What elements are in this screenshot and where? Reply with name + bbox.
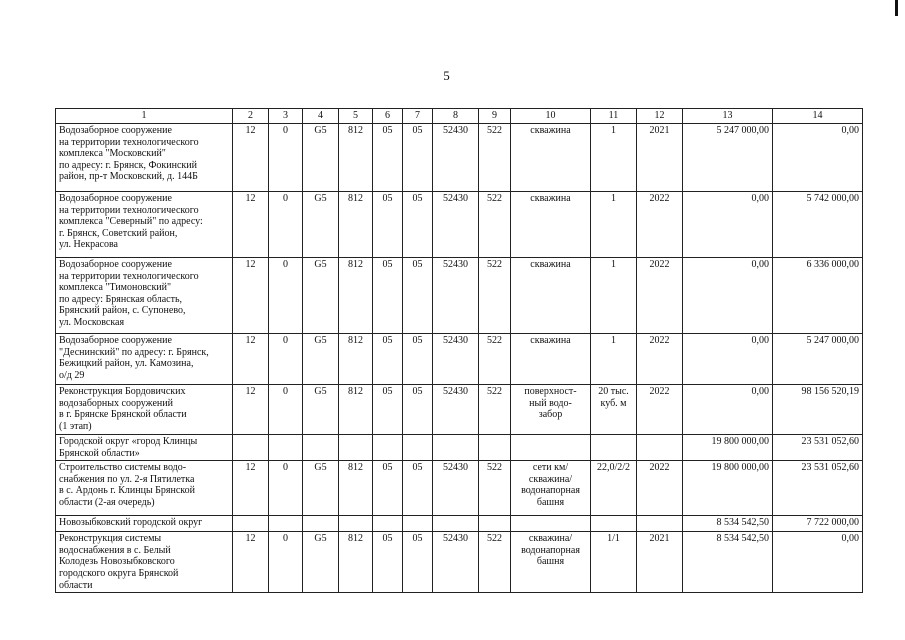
table-cell: 0,00 <box>773 532 863 593</box>
row-name-cell: Городской округ «город Клинцы Брянской области» <box>56 435 233 461</box>
table-cell: 0,00 <box>683 385 773 435</box>
table-cell: 0 <box>269 532 303 593</box>
table-row <box>56 192 863 258</box>
row-name-cell: Водозаборное сооружение "Деснинский" по адресу: г. Брянск, Бежицкий район, ул. Камозина, о/д 29 <box>56 334 233 385</box>
table-cell: 812 <box>339 385 373 435</box>
table-cell: 812 <box>339 258 373 334</box>
table-cell: 05 <box>403 334 433 385</box>
row-name-cell: Строительство системы водо- снабжения по ул. 2-я Пятилетка в с. Ардонь г. Клинцы Брянской области (2-ая очередь) <box>56 461 233 516</box>
table-row <box>56 385 863 435</box>
table-cell <box>637 435 683 461</box>
table-cell: 812 <box>339 334 373 385</box>
table-cell: 0 <box>269 385 303 435</box>
table-cell: 2021 <box>637 532 683 593</box>
table-cell: 05 <box>373 192 403 258</box>
table-cell: 52430 <box>433 461 479 516</box>
table-cell: 2021 <box>637 124 683 192</box>
investment-table <box>55 108 863 593</box>
table-header-row <box>56 109 863 124</box>
table-cell: 1/1 <box>591 532 637 593</box>
table-cell: 52430 <box>433 334 479 385</box>
table-cell <box>269 435 303 461</box>
table-cell: 0 <box>269 461 303 516</box>
table-cell: поверхност- ный водо- забор <box>511 385 591 435</box>
table-cell: 22,0/2/2 <box>591 461 637 516</box>
table-cell: 19 800 000,00 <box>683 461 773 516</box>
table-cell: 2022 <box>637 385 683 435</box>
table-row <box>56 461 863 516</box>
column-header: 4 <box>303 109 339 124</box>
table-cell: 2022 <box>637 461 683 516</box>
table-cell: 0 <box>269 192 303 258</box>
table-cell: 05 <box>373 334 403 385</box>
table-cell: 0 <box>269 258 303 334</box>
table-cell <box>269 516 303 532</box>
table-row <box>56 516 863 532</box>
table-cell <box>511 435 591 461</box>
table-cell: 812 <box>339 192 373 258</box>
table-row <box>56 334 863 385</box>
table-cell: 23 531 052,60 <box>773 461 863 516</box>
table-cell: скважина <box>511 124 591 192</box>
table-cell <box>479 435 511 461</box>
table-cell: 0,00 <box>683 192 773 258</box>
table-cell: 05 <box>403 532 433 593</box>
table-cell: 812 <box>339 124 373 192</box>
column-header: 11 <box>591 109 637 124</box>
table-row <box>56 532 863 593</box>
table-cell: 52430 <box>433 124 479 192</box>
table-cell: 05 <box>373 532 403 593</box>
column-header: 12 <box>637 109 683 124</box>
page-number: 5 <box>443 68 450 83</box>
table-cell: G5 <box>303 385 339 435</box>
table-cell: 522 <box>479 385 511 435</box>
row-name-cell: Водозаборное сооружение на территории технологического комплекса "Тимоновский" по адресу: Брянская область, Брянский район, с. Супонево, ул. Московская <box>56 258 233 334</box>
table-cell: 12 <box>233 258 269 334</box>
table-cell: 05 <box>373 385 403 435</box>
column-header: 14 <box>773 109 863 124</box>
scan-edge-mark <box>895 0 898 16</box>
table-cell: 0,00 <box>773 124 863 192</box>
table-cell: G5 <box>303 532 339 593</box>
table-cell: 23 531 052,60 <box>773 435 863 461</box>
table-cell <box>433 435 479 461</box>
table-cell: скважина <box>511 192 591 258</box>
table-cell: 7 722 000,00 <box>773 516 863 532</box>
table-cell: 12 <box>233 532 269 593</box>
table-cell: 12 <box>233 124 269 192</box>
column-header: 8 <box>433 109 479 124</box>
table-cell: 8 534 542,50 <box>683 516 773 532</box>
column-header: 6 <box>373 109 403 124</box>
table-cell: 12 <box>233 461 269 516</box>
table-cell: 5 742 000,00 <box>773 192 863 258</box>
table-cell: 522 <box>479 334 511 385</box>
table-cell <box>233 435 269 461</box>
table-cell: 0,00 <box>683 334 773 385</box>
table-cell: 812 <box>339 461 373 516</box>
table-cell <box>591 435 637 461</box>
column-header: 13 <box>683 109 773 124</box>
table-cell: 05 <box>373 124 403 192</box>
table-cell: скважина <box>511 258 591 334</box>
table-cell: 5 247 000,00 <box>683 124 773 192</box>
table-cell: G5 <box>303 334 339 385</box>
table-cell: 812 <box>339 532 373 593</box>
table-cell: 05 <box>403 192 433 258</box>
table-cell <box>403 435 433 461</box>
table-cell: 2022 <box>637 192 683 258</box>
table-cell <box>373 435 403 461</box>
table-cell: G5 <box>303 124 339 192</box>
table-cell: 12 <box>233 385 269 435</box>
row-name-cell: Водозаборное сооружение на территории технологического комплекса "Северный" по адресу: г. Брянск, Советский район, ул. Некрасова <box>56 192 233 258</box>
table-row <box>56 258 863 334</box>
table-cell <box>339 516 373 532</box>
table-cell: G5 <box>303 258 339 334</box>
table-cell: 52430 <box>433 532 479 593</box>
table-cell: 8 534 542,50 <box>683 532 773 593</box>
table-cell <box>403 516 433 532</box>
table-cell: скважина/ водонапорная башня <box>511 532 591 593</box>
table-cell: G5 <box>303 192 339 258</box>
table-cell: 05 <box>373 461 403 516</box>
table-cell <box>479 516 511 532</box>
table-cell <box>373 516 403 532</box>
table-cell: 12 <box>233 334 269 385</box>
table-cell: 52430 <box>433 385 479 435</box>
table-cell: 2022 <box>637 334 683 385</box>
row-name-cell: Реконструкция системы водоснабжения в с. Белый Колодезь Новозыбковского городского округа Брянской области <box>56 532 233 593</box>
table-cell: 05 <box>403 124 433 192</box>
table-cell: 522 <box>479 124 511 192</box>
table-cell: 522 <box>479 461 511 516</box>
table-cell: 20 тыс. куб. м <box>591 385 637 435</box>
table-row <box>56 124 863 192</box>
column-header: 10 <box>511 109 591 124</box>
table-cell <box>511 516 591 532</box>
table-cell: 05 <box>373 258 403 334</box>
table-cell: 522 <box>479 192 511 258</box>
table-cell: 522 <box>479 532 511 593</box>
table-row <box>56 435 863 461</box>
table-cell: G5 <box>303 461 339 516</box>
table-cell: 1 <box>591 192 637 258</box>
table-cell: 05 <box>403 258 433 334</box>
table-cell: 1 <box>591 124 637 192</box>
table-cell: 0,00 <box>683 258 773 334</box>
column-header: 2 <box>233 109 269 124</box>
table-cell <box>303 435 339 461</box>
table-cell <box>339 435 373 461</box>
table-cell: 522 <box>479 258 511 334</box>
table-cell: 52430 <box>433 192 479 258</box>
row-name-cell: Водозаборное сооружение на территории технологического комплекса "Московский" по адресу: г. Брянск, Фокинский район, пр-т Московский, д. 144Б <box>56 124 233 192</box>
row-name-cell: Реконструкция Бордовичских водозаборных сооружений в г. Брянске Брянской области (1 этап) <box>56 385 233 435</box>
column-header: 1 <box>56 109 233 124</box>
table-cell: 5 247 000,00 <box>773 334 863 385</box>
table-cell <box>637 516 683 532</box>
table-cell: 1 <box>591 258 637 334</box>
table-cell: 98 156 520,19 <box>773 385 863 435</box>
table-cell: 2022 <box>637 258 683 334</box>
table-cell <box>433 516 479 532</box>
column-header: 5 <box>339 109 373 124</box>
column-header: 7 <box>403 109 433 124</box>
table-cell: 05 <box>403 461 433 516</box>
table-cell <box>591 516 637 532</box>
table-cell: скважина <box>511 334 591 385</box>
table-cell: 1 <box>591 334 637 385</box>
column-header: 9 <box>479 109 511 124</box>
table-cell: сети км/ скважина/ водонапорная башня <box>511 461 591 516</box>
table-cell <box>233 516 269 532</box>
table-cell: 05 <box>403 385 433 435</box>
table-cell: 0 <box>269 334 303 385</box>
table-cell: 12 <box>233 192 269 258</box>
row-name-cell: Новозыбковский городской округ <box>56 516 233 532</box>
table-cell <box>303 516 339 532</box>
table-cell: 0 <box>269 124 303 192</box>
table-cell: 19 800 000,00 <box>683 435 773 461</box>
table-cell: 52430 <box>433 258 479 334</box>
column-header: 3 <box>269 109 303 124</box>
table-cell: 6 336 000,00 <box>773 258 863 334</box>
